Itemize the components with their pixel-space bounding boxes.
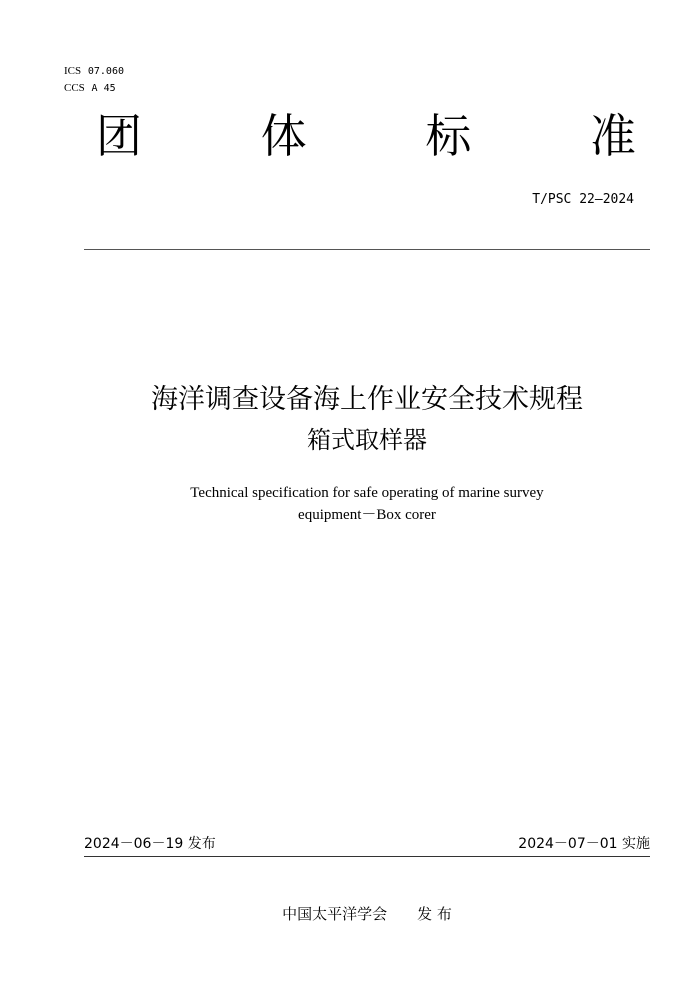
standard-number: T/PSC 22—2024 <box>532 192 634 207</box>
title-en-line-1: Technical specification for safe operating of marine survey <box>190 485 544 501</box>
publisher-issue: 发 布 <box>417 905 452 923</box>
implement-date: 2024－07－01 实施 <box>518 836 650 852</box>
title-en-line-2: equipment－Box corer <box>298 507 436 523</box>
heading-char-3: 标 <box>425 109 472 163</box>
ccs-code: A 45 <box>91 83 116 94</box>
ics-code: 07.060 <box>87 66 124 77</box>
title-zh-line-1: 海洋调查设备海上作业安全技术规程 <box>151 384 583 415</box>
heading-char-4: 准 <box>589 109 636 163</box>
ccs-label: CCS <box>64 82 85 94</box>
group-standard-heading <box>96 108 636 164</box>
heading-char-2: 体 <box>260 109 307 163</box>
title-zh-line-2: 箱式取样器 <box>307 426 427 454</box>
publish-date: 2024－06－19 发布 <box>84 836 216 852</box>
publisher-name: 中国太平洋学会 <box>282 905 388 923</box>
ccs-line <box>64 81 116 96</box>
top-divider <box>84 249 650 250</box>
ics-label: ICS <box>64 65 82 77</box>
heading-char-1: 团 <box>96 109 142 163</box>
ics-line <box>64 64 124 79</box>
publisher-line <box>0 904 700 924</box>
bottom-divider <box>84 856 650 857</box>
